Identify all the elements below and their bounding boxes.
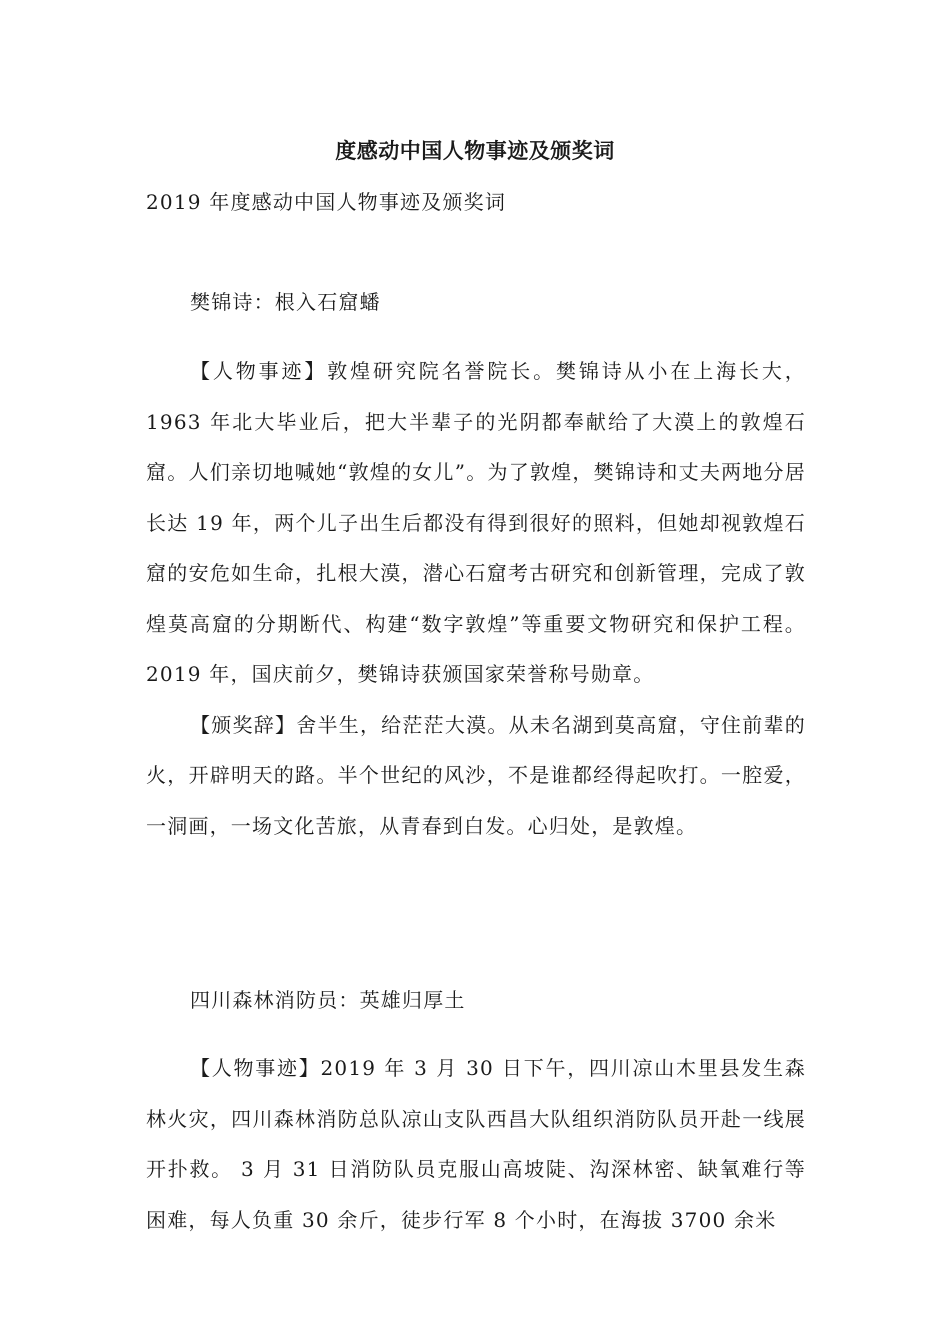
document-title: 度感动中国人物事迹及颁奖词 bbox=[335, 139, 615, 163]
section-heading: 樊锦诗：根入石窟蟠 bbox=[190, 290, 381, 314]
document-subtitle: 2019 年度感动中国人物事迹及颁奖词 bbox=[146, 190, 507, 214]
section-sichuan-firefighters bbox=[146, 983, 806, 1245]
section-fan-jinshi bbox=[146, 285, 806, 851]
deeds-paragraph: 【人物事迹】2019 年 3 月 30 日下午，四川凉山木里县发生森林火灾，四川森林消防总队凉山支队西昌大队组织消防队员开赴一线展开扑救。 3 月 31 日消防队员克服山高坡陡、沟深林密、缺氧难行等困难，每人负重 30 余斤，徒步行军 8 个小时，在海拔 3700 余米 bbox=[146, 1056, 806, 1232]
deeds-paragraph: 【人物事迹】敦煌研究院名誉院长。樊锦诗从小在上海长大，1963 年北大毕业后，把大半辈子的光阴都奉献给了大漠上的敦煌石窟。人们亲切地喊她“敦煌的女儿”。为了敦煌，樊锦诗和丈夫两地分居长达 19 年，两个儿子出生后都没有得到很好的照料，但她却视敦煌石窟的安危如生命，扎根大漠，潜心石窟考古研究和创新管理，完成了敦煌莫高窟的分期断代、构建“数字敦煌”等重要文物研究和保护工程。 2019 年，国庆前夕，樊锦诗获颁国家荣誉称号勋章。 bbox=[146, 359, 806, 686]
award-paragraph: 【颁奖辞】舍半生，给茫茫大漠。从未名湖到莫高窟，守住前辈的火，开辟明天的路。半个世纪的风沙，不是谁都经得起吹打。一腔爱，一洞画，一场文化苦旅，从青春到白发。心归处，是敦煌。 bbox=[146, 712, 806, 838]
section-heading: 四川森林消防员：英雄归厚土 bbox=[190, 988, 466, 1012]
